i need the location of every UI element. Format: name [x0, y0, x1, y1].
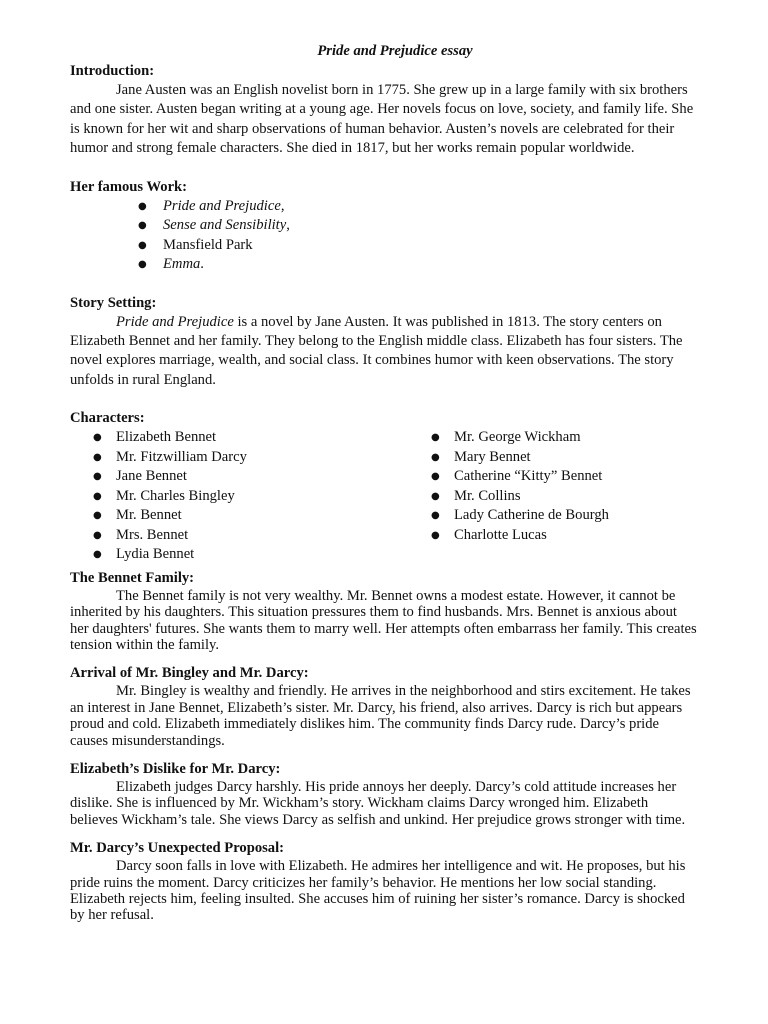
- section-heading-dislike: Elizabeth’s Dislike for Mr. Darcy:: [70, 761, 281, 777]
- section-heading-bennet-family: The Bennet Family:: [70, 569, 195, 586]
- list-item: ● Mary Bennet: [431, 448, 691, 468]
- list-item: ● Mr. Charles Bingley: [93, 487, 431, 507]
- list-item: ● Catherine “Kitty” Bennet: [431, 467, 691, 487]
- setting-heading: Story Setting:: [70, 294, 157, 311]
- document-page: [70, 41, 698, 924]
- intro-paragraph: Jane Austen was an English novelist born in 1775. She grew up in a large family with six brothers and one sister. Austen began writing at a young age. Her novels focus on love, society, and family life. She is known for her wit and sharp observations of human behavior. Austen’s novels are celebrated for their humor and strong female characters. She died in 1817, but her works remain popular worldwide.: [70, 82, 694, 157]
- works-heading: Her famous Work:: [70, 178, 188, 195]
- characters-heading: Characters:: [70, 410, 145, 427]
- list-item: ● Charlotte Lucas: [431, 526, 691, 546]
- list-item: ● Sense and Sensibility,: [138, 216, 698, 236]
- section-paragraph-bennet-family: The Bennet family is not very wealthy. Mr. Bennet owns a modest estate. However, it cannot be inherited by his daughters. This situation pressures them to find husbands. Mrs. Bennet is anxious about her daughters' futures. She wants them to marry well. Her attempts often embarrass her family. This creates tension within the family.: [70, 587, 697, 653]
- list-item: ● Mr. Bennet: [93, 506, 431, 526]
- characters-columns: [93, 428, 698, 565]
- list-item: ● Mr. Collins: [431, 487, 691, 507]
- list-item: ● Mansfield Park: [138, 236, 698, 256]
- list-item: ● Pride and Prejudice,: [138, 197, 698, 217]
- list-item: ● Jane Bennet: [93, 467, 431, 487]
- characters-list-left: [93, 428, 431, 565]
- works-list: [138, 197, 698, 275]
- document-title: Pride and Prejudice essay: [317, 43, 473, 59]
- list-item: ● Emma.: [138, 255, 698, 275]
- intro-heading: Introduction:: [70, 63, 155, 79]
- section-heading-arrival: Arrival of Mr. Bingley and Mr. Darcy:: [70, 665, 309, 682]
- list-item: ● Lady Catherine de Bourgh: [431, 506, 691, 526]
- list-item: ● Lydia Bennet: [93, 545, 431, 565]
- list-item: ● Mrs. Bennet: [93, 526, 431, 546]
- section-paragraph-arrival: Mr. Bingley is wealthy and friendly. He arrives in the neighborhood and stirs excitement. He takes an interest in Jane Bennet, Elizabeth’s sister. Mr. Darcy, his friend, also arrives. Darcy is rich but appears proud and cold. Elizabeth immediately dislikes him. The community finds Darcy rude. Darcy’s pride causes misunderstandings.: [70, 683, 691, 749]
- list-item: ● Mr. Fitzwilliam Darcy: [93, 448, 431, 468]
- section-paragraph-dislike: Elizabeth judges Darcy harshly. His pride annoys her deeply. Darcy’s cold attitude increases her dislike. She is influenced by Mr. Wickham’s story. Wickham claims Darcy wronged him. Elizabeth believes Wickham’s tale. She views Darcy as selfish and unkind. Her prejudice grows stronger with time.: [70, 779, 686, 828]
- section-paragraph-proposal: Darcy soon falls in love with Elizabeth. He admires her intelligence and wit. He proposes, but his pride ruins the moment. Darcy criticizes her family’s behavior. He mentions her low social standing. Elizabeth rejects him, feeling insulted. She accuses him of ruining her sister’s romance. Darcy is shocked by her refusal.: [70, 858, 686, 924]
- setting-paragraph: Pride and Prejudice is a novel by Jane Austen. It was published in 1813. The story centers on Elizabeth Bennet and her family. They belong to the English middle class. Elizabeth has four sisters. The novel explores marriage, wealth, and social class. It combines humor with keen observations. The story unfolds in rural England.: [70, 313, 683, 388]
- characters-list-right: [431, 428, 691, 565]
- list-item: ● Elizabeth Bennet: [93, 428, 431, 448]
- list-item: ● Mr. George Wickham: [431, 428, 691, 448]
- section-heading-proposal: Mr. Darcy’s Unexpected Proposal:: [70, 840, 285, 857]
